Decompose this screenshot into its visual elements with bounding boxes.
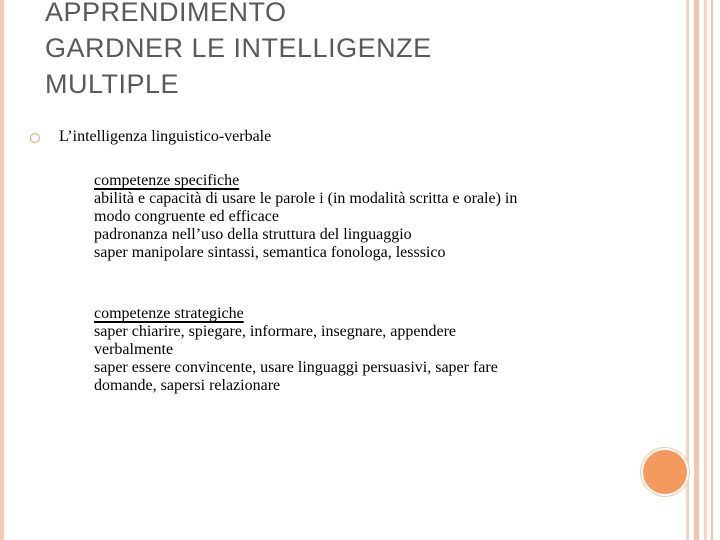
section-line: modo congruente ed efficace bbox=[94, 208, 279, 225]
right-rail-decoration bbox=[704, 0, 707, 540]
section-specific-skills bbox=[94, 172, 614, 262]
title-line: APPRENDIMENTO bbox=[45, 0, 287, 27]
section-line: saper manipolare sintassi, semantica fonologa, lesssico bbox=[94, 244, 446, 261]
section-line: verbalmente bbox=[94, 341, 174, 358]
right-rail-decoration bbox=[686, 0, 689, 540]
orange-circle-decoration bbox=[643, 450, 687, 494]
left-border-decoration bbox=[0, 0, 4, 540]
title-line: MULTIPLE bbox=[45, 69, 180, 99]
bullet-text: L’intelligenza linguistico-verbale bbox=[59, 128, 272, 145]
right-rail-decoration bbox=[711, 0, 713, 540]
section-line: abilità e capacità di usare le parole i (in modalità scritta e orale) in bbox=[94, 190, 518, 207]
title-line: GARDNER LE INTELLIGENZE bbox=[45, 33, 432, 63]
section-line: saper essere convincente, usare linguaggi persuasivi, saper fare bbox=[94, 359, 498, 376]
section-strategic-skills bbox=[94, 305, 614, 395]
section-heading: competenze strategiche bbox=[94, 305, 244, 322]
section-line: domande, sapersi relazionare bbox=[94, 377, 281, 394]
section-line: padronanza nell’uso della struttura del linguaggio bbox=[94, 226, 412, 243]
slide-title bbox=[45, 0, 645, 102]
section-heading: competenze specifiche bbox=[94, 172, 240, 189]
right-rail-decoration bbox=[694, 0, 699, 540]
circle-bullet-icon bbox=[30, 133, 40, 143]
section-line: saper chiarire, spiegare, informare, insegnare, appendere bbox=[94, 323, 457, 340]
bullet-item bbox=[30, 128, 271, 146]
